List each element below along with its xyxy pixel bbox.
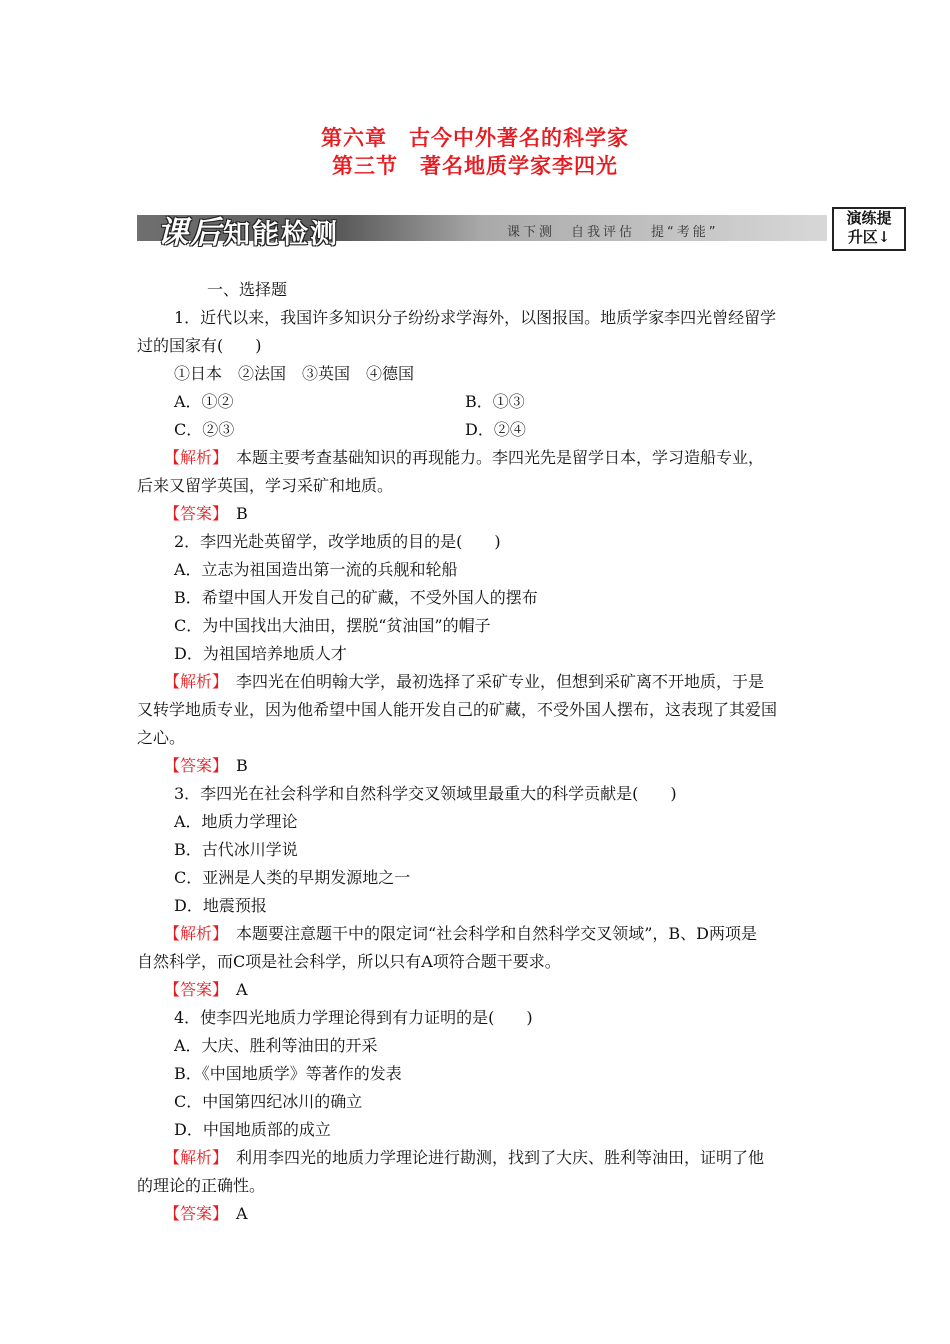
q3-stem: 3．李四光在社会科学和自然科学交叉领域里最重大的科学贡献是( ) bbox=[174, 784, 677, 803]
banner-main-text bbox=[157, 207, 339, 252]
banner-main-rest: 知能检测 bbox=[223, 219, 339, 250]
practice-corner-box bbox=[832, 207, 906, 251]
q3-option-b: B．古代冰川学说 bbox=[174, 840, 298, 859]
q3-analysis-line2: 自然科学，而C项是社会科学，所以只有A项符合题干要求。 bbox=[137, 952, 561, 971]
q1-option-c: C．②③ bbox=[174, 420, 235, 439]
q1-answer bbox=[164, 503, 248, 525]
q1-analysis-text: 本题主要考查基础知识的再现能力。李四光先是留学日本，学习造船专业， bbox=[220, 448, 765, 467]
q2-answer-value: B bbox=[220, 756, 248, 775]
q1-analysis-line1 bbox=[164, 447, 764, 469]
corner-line-1: 演练提 bbox=[846, 209, 892, 227]
q2-analysis-label: 【解析】 bbox=[164, 672, 221, 691]
q1-option-a: A．①② bbox=[174, 392, 234, 411]
q4-option-d: D．中国地质部的成立 bbox=[174, 1120, 331, 1139]
q4-analysis-line1 bbox=[164, 1147, 764, 1169]
q2-option-a: A．立志为祖国造出第一流的兵舰和轮船 bbox=[174, 560, 458, 579]
q3-option-d: D．地震预报 bbox=[174, 896, 267, 915]
q2-option-d: D．为祖国培养地质人才 bbox=[174, 644, 347, 663]
banner-main-big: 课后 bbox=[157, 215, 223, 251]
q2-stem: 2．李四光赴英留学，改学地质的目的是( ) bbox=[174, 532, 501, 551]
q3-analysis-text: 本题要注意题干中的限定词“社会科学和自然科学交叉领域”，B、D两项是 bbox=[220, 924, 757, 943]
q1-stem-line2: 过的国家有( ) bbox=[137, 336, 262, 355]
q1-analysis-label: 【解析】 bbox=[164, 448, 221, 467]
q2-analysis-line2: 又转学地质专业，因为他希望中国人能开发自己的矿藏，不受外国人摆布，这表现了其爱国 bbox=[137, 700, 778, 719]
q1-option-d: D．②④ bbox=[465, 420, 526, 439]
q4-stem: 4．使李四光地质力学理论得到有力证明的是( ) bbox=[174, 1008, 533, 1027]
q4-option-a: A．大庆、胜利等油田的开采 bbox=[174, 1036, 378, 1055]
q1-stem-line1: 1．近代以来，我国许多知识分子纷纷求学海外，以图报国。地质学家李四光曾经留学 bbox=[174, 308, 777, 327]
q4-option-c: C．中国第四纪冰川的确立 bbox=[174, 1092, 363, 1111]
q1-answer-value: B bbox=[220, 504, 248, 523]
q2-answer bbox=[164, 755, 248, 777]
q1-option-b: B．①③ bbox=[465, 392, 525, 411]
q1-analysis-line2: 后来又留学英国，学习采矿和地质。 bbox=[137, 476, 394, 495]
q3-option-c: C．亚洲是人类的早期发源地之一 bbox=[174, 868, 411, 887]
q2-option-c: C．为中国找出大油田，摆脱“贫油国”的帽子 bbox=[174, 616, 491, 635]
q4-option-b: B．《中国地质学》等著作的发表 bbox=[174, 1064, 402, 1083]
q3-answer bbox=[164, 979, 248, 1001]
banner-subtitle: 课下测 自我评估 提“考能” bbox=[507, 225, 719, 240]
q1-answer-label: 【答案】 bbox=[164, 504, 221, 523]
q2-analysis-line3: 之心。 bbox=[137, 728, 186, 747]
q4-analysis-text: 利用李四光的地质力学理论进行勘测，找到了大庆、胜利等油田，证明了他 bbox=[220, 1148, 765, 1167]
q4-answer bbox=[164, 1203, 248, 1225]
q3-answer-value: A bbox=[220, 980, 248, 999]
q2-option-b: B．希望中国人开发自己的矿藏，不受外国人的摆布 bbox=[174, 588, 538, 607]
q3-answer-label: 【答案】 bbox=[164, 980, 221, 999]
q4-answer-label: 【答案】 bbox=[164, 1204, 221, 1223]
q2-answer-label: 【答案】 bbox=[164, 756, 221, 775]
chapter-title: 第六章 古今中外著名的科学家 bbox=[321, 126, 629, 150]
corner-line-2: 升区↓ bbox=[847, 228, 891, 246]
after-class-banner bbox=[137, 207, 827, 251]
q2-analysis-text: 李四光在伯明翰大学，最初选择了采矿专业，但想到采矿离不开地质，于是 bbox=[220, 672, 765, 691]
section-title: 第三节 著名地质学家李四光 bbox=[332, 154, 618, 178]
q3-analysis-line1 bbox=[164, 923, 757, 945]
q3-analysis-label: 【解析】 bbox=[164, 924, 221, 943]
q4-analysis-line2: 的理论的正确性。 bbox=[137, 1176, 266, 1195]
q4-analysis-label: 【解析】 bbox=[164, 1148, 221, 1167]
q4-answer-value: A bbox=[220, 1204, 248, 1223]
section-heading: 一、选择题 bbox=[207, 280, 288, 299]
q1-items: ①日本 ②法国 ③英国 ④德国 bbox=[174, 364, 415, 383]
q2-analysis-line1 bbox=[164, 671, 764, 693]
q3-option-a: A．地质力学理论 bbox=[174, 812, 298, 831]
